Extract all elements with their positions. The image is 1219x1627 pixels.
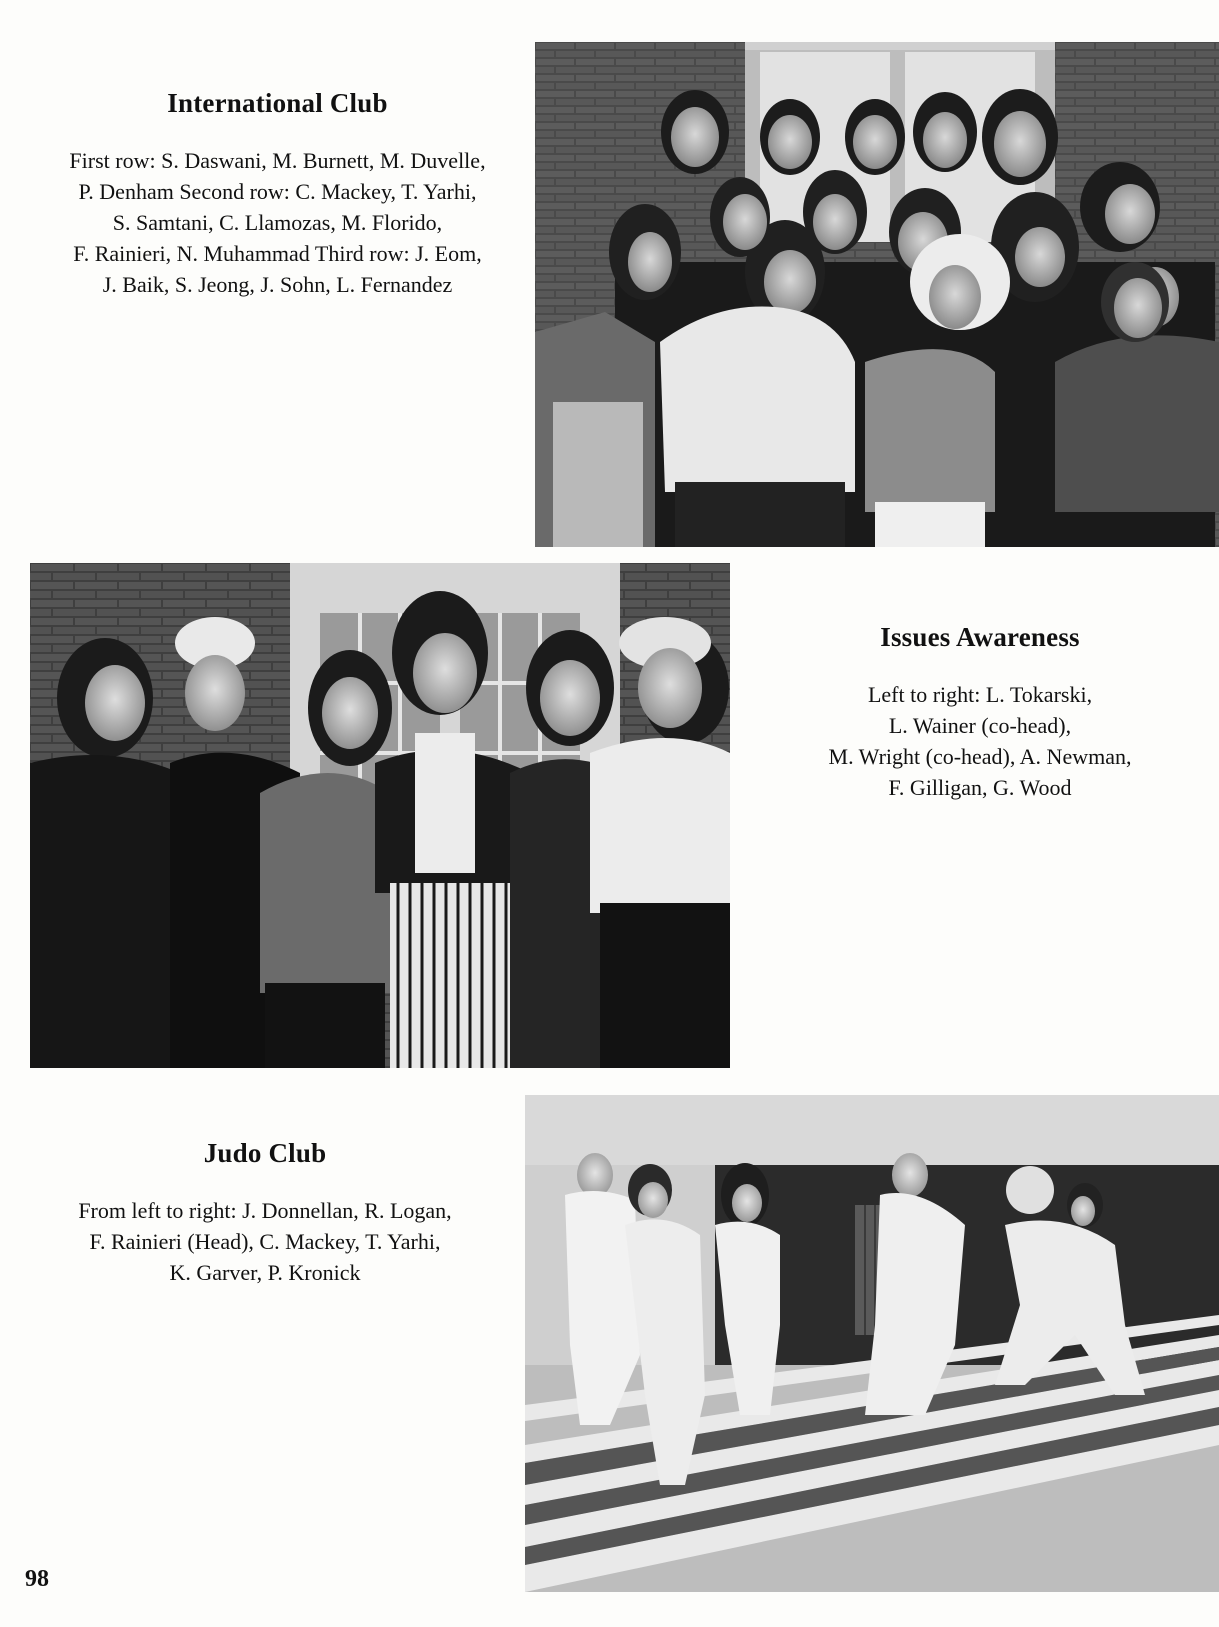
issues-awareness-caption	[745, 679, 1215, 803]
caption-line: F. Rainieri, N. Muhammad Third row: J. Eom,	[73, 241, 482, 266]
caption-line: First row: S. Daswani, M. Burnett, M. Duvelle,	[69, 148, 486, 173]
caption-line: K. Garver, P. Kronick	[169, 1260, 361, 1285]
caption-line: L. Wainer (co-head),	[888, 713, 1072, 738]
caption-line: F. Gilligan, G. Wood	[888, 775, 1072, 800]
judo-club-caption	[30, 1195, 500, 1288]
issues-awareness-caption-block	[745, 622, 1215, 803]
page-number: 98	[25, 1566, 49, 1592]
judo-club-photo	[525, 1095, 1219, 1592]
caption-line: From left to right: J. Donnellan, R. Logan,	[78, 1198, 452, 1223]
caption-line: F. Rainieri (Head), C. Mackey, T. Yarhi,	[89, 1229, 441, 1254]
caption-line: J. Baik, S. Jeong, J. Sohn, L. Fernandez	[102, 272, 453, 297]
caption-line: P. Denham Second row: C. Mackey, T. Yarhi,	[78, 179, 477, 204]
international-club-caption	[30, 145, 525, 300]
international-club-photo	[535, 42, 1219, 547]
caption-line: Left to right: L. Tokarski,	[867, 682, 1093, 707]
issues-awareness-photo	[30, 563, 730, 1068]
judo-club-title: Judo Club	[203, 1138, 327, 1168]
caption-line: S. Samtani, C. Llamozas, M. Florido,	[112, 210, 443, 235]
caption-line: M. Wright (co-head), A. Newman,	[828, 744, 1132, 769]
international-club-caption-block	[30, 88, 525, 300]
judo-club-caption-block	[30, 1138, 500, 1288]
issues-awareness-title: Issues Awareness	[880, 622, 1080, 652]
international-club-title: International Club	[167, 88, 388, 118]
